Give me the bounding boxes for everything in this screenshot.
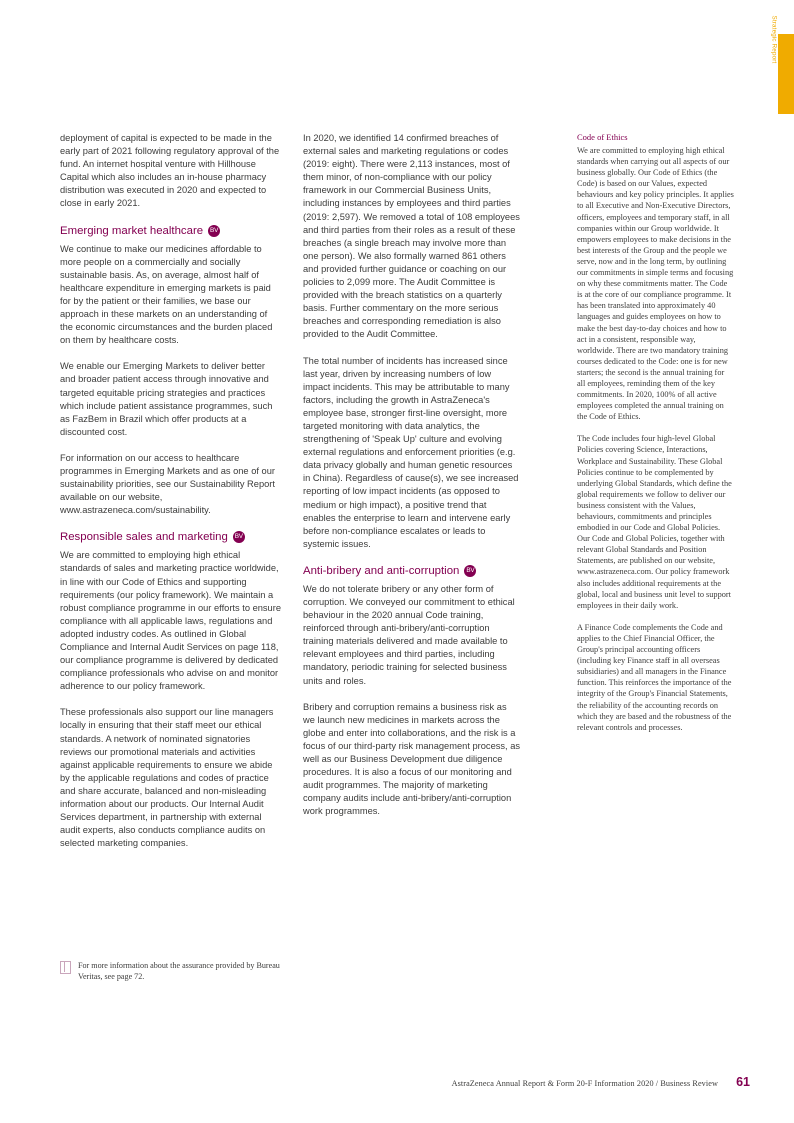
column-one <box>60 132 282 863</box>
paragraph: We do not tolerate bribery or any other form of corruption. We conveyed our commitment to ethical behaviour in the 2020 annual Code training, reinforced through anti-bribery/anti-corruption training materials delivered and made available to relevant employees and third parties, including mandatory, periodic training for selected business units and roles. <box>303 583 515 686</box>
book-icon <box>60 961 71 974</box>
bv-assurance-badge: BV <box>464 565 476 577</box>
footnote <box>60 960 290 982</box>
content-columns <box>60 132 734 962</box>
section-heading-emerging-market-healthcare <box>60 224 282 238</box>
paragraph: A Finance Code complements the Code and applies to the Chief Financial Officer, the Group's principal accounting officers (including key Finance staff in all overseas subsidiaries) and all managers in the Finance function. This reinforces the importance of the integrity of the Group's Financial Statements, the reliability of the accounting records on which they are based and the robustness of the relevant controls and processes. <box>577 622 732 732</box>
paragraph: We are committed to employing high ethical standards when carrying out all aspects of our business globally. Our Code of Ethics (the Code) is based on our Values, expected behaviours and key policy principles. It applies to all Executive and Non-Executive Directors, officers, employees and temporary staff, in all companies within our Group worldwide. It empowers employees to make decisions in the best interests of the Group and the people we serve, now and in the long term, by outlining our commitments in simple terms and focusing on why these commitments matter. The Code is at the core of our compliance programme. It has been translated into approximately 40 languages and guides employees on how to make the best day-to-day choices and how to act in a consistent, responsible way, worldwide. There are two mandatory training courses dedicated to the Code: one is for new starters; the second is the annual training for all employees, reminding them of the key commitments. In 2020, 100% of all active employees completed the annual training on the Code of Ethics. <box>577 146 734 422</box>
paragraph: For information on our access to healthcare programmes in Emerging Markets and as one of our sustainability priorities, see our Sustainability Report available on our website, www.astrazeneca.com/sustainability. <box>60 452 275 516</box>
footnote-text: For more information about the assurance provided by Bureau Veritas, see page 72. <box>78 961 280 981</box>
bv-assurance-badge: BV <box>208 225 220 237</box>
paragraph: We enable our Emerging Markets to deliver better and broader patient access through innovative and targeted equitable pricing strategies and practices which include patient assistance programmes, such as FazBem in Brazil which offer products at a discounted cost. <box>60 361 273 437</box>
paragraph: We continue to make our medicines affordable to more people on a commercially and socially sustainable basis. As, on average, almost half of healthcare expenditure in emerging markets is paid for by the patient or their families, we base our approach in these markets on an understanding of the economic circumstances and the burden placed on them by healthcare costs. <box>60 243 273 346</box>
strategic-report-tab-label: Strategic Report <box>770 15 778 64</box>
section-heading-anti-bribery-and-anti-corruption <box>303 564 521 578</box>
bv-assurance-badge: BV <box>233 531 245 543</box>
paragraph: We are committed to employing high ethical standards of sales and marketing practice worldwide, in line with our Code of Ethics and supporting requirements (our policy framework). We maintain a robust compliance programme in our efforts to ensure compliance with all applicable laws, regulations and adopted industry codes. As outlined in Global Compliance and Internal Audit Services on page 118, our compliance programme is delivered by dedicated compliance professionals who advise on and monitor adherence to our policy framework. <box>60 550 281 692</box>
paragraph: The Code includes four high-level Global Policies covering Science, Interactions, Workplace and Sustainability. These Global Policies continue to be complemented by underlying Global Standards, which define the global requirements we follow to deliver our business consistent with the Values, behaviours, commitments and principles embodied in our Code and Global Policies. Our Code and Global Policies, together with relevant Global Standards and Position Statements, are published on our website, www.astrazeneca.com. Our policy framework also includes additional requirements at the global, local and business unit level to support employees in their daily work. <box>577 434 732 610</box>
paragraph: The total number of incidents has increased since last year, driven by increasing numbers of low impact incidents. This may be attributable to many factors, including the growth in AstraZeneca's employee base, stronger first-line oversight, more targeted monitoring with data analytics, the strengthening of 'Speak Up' culture and evolving external regulations and enforcement priorities (e.g. data privacy globally and human genetic resources in China). Regardless of cause(s), we see increased reporting of low impact incidents (as opposed to medium or high impact), a positive trend that enables the enterprise to learn and intervene early before non-compliance escalates or leads to systemic issues. <box>303 355 519 549</box>
section-heading-text: Responsible sales and marketing <box>60 531 228 544</box>
paragraph: Bribery and corruption remains a business risk as we launch new medicines in markets across the globe and enter into collaborations, and the risk is a focus of our third-party risk management process, as well as our Business Development due diligence procedures. It is also a focus of our monitoring and audit programmes. The majority of marketing company audits include anti-bribery/anti-corruption work programmes. <box>303 701 521 817</box>
strategic-report-tab <box>778 34 794 114</box>
section-heading-responsible-sales-and-marketing <box>60 530 282 544</box>
section-heading-text: Emerging market healthcare <box>60 224 204 237</box>
page-number: 61 <box>736 1075 750 1089</box>
column-two <box>303 132 521 832</box>
paragraph: In 2020, we identified 14 confirmed breaches of external sales and marketing regulations or codes (2019: eight). There were 2,113 instances, most of them minor, of non-compliance with our policy framework in our Commercial Business Units, including instances by employees and third parties (2019: 2,597). We removed a total of 108 employees and third parties from their roles as a result of these breaches (a single breach may involve more than one person). We also formally warned 861 others and provided further guidance or coaching on our policies to 2,099 more. The Audit Committee is provided with the breach statistics on a quarterly basis. Further commentary on the more serious breaches and corresponding remediation is also provided to the Audit Committee. <box>303 133 520 340</box>
column-three-code-of-ethics <box>577 132 734 744</box>
paragraph: These professionals also support our line managers locally in ensuring that their staff meet our ethical standards. A network of nominated signatories reviews our promotional materials and activities against applicable requirements to ensure we abide by the applicable regulations and codes of practice and share accurate, balanced and non-misleading information about our products. Our Internal Audit Services department, in partnership with external audit experts, also conducts compliance audits on selected marketing companies. <box>60 707 274 849</box>
sidebar-heading-code-of-ethics: Code of Ethics <box>577 132 628 142</box>
page-footer <box>0 1075 794 1095</box>
paragraph: deployment of capital is expected to be made in the early part of 2021 following regulatory approval of the fund. An internet hospital venture with Hillhouse Capital which also includes an in-house pharmacy distribution was executed in 2020 and expected to close in early 2021. <box>60 133 280 209</box>
footer-text: AstraZeneca Annual Report & Form 20-F Information 2020 / Business Review <box>451 1079 718 1088</box>
section-heading-text: Anti-bribery and anti-corruption <box>303 564 460 577</box>
